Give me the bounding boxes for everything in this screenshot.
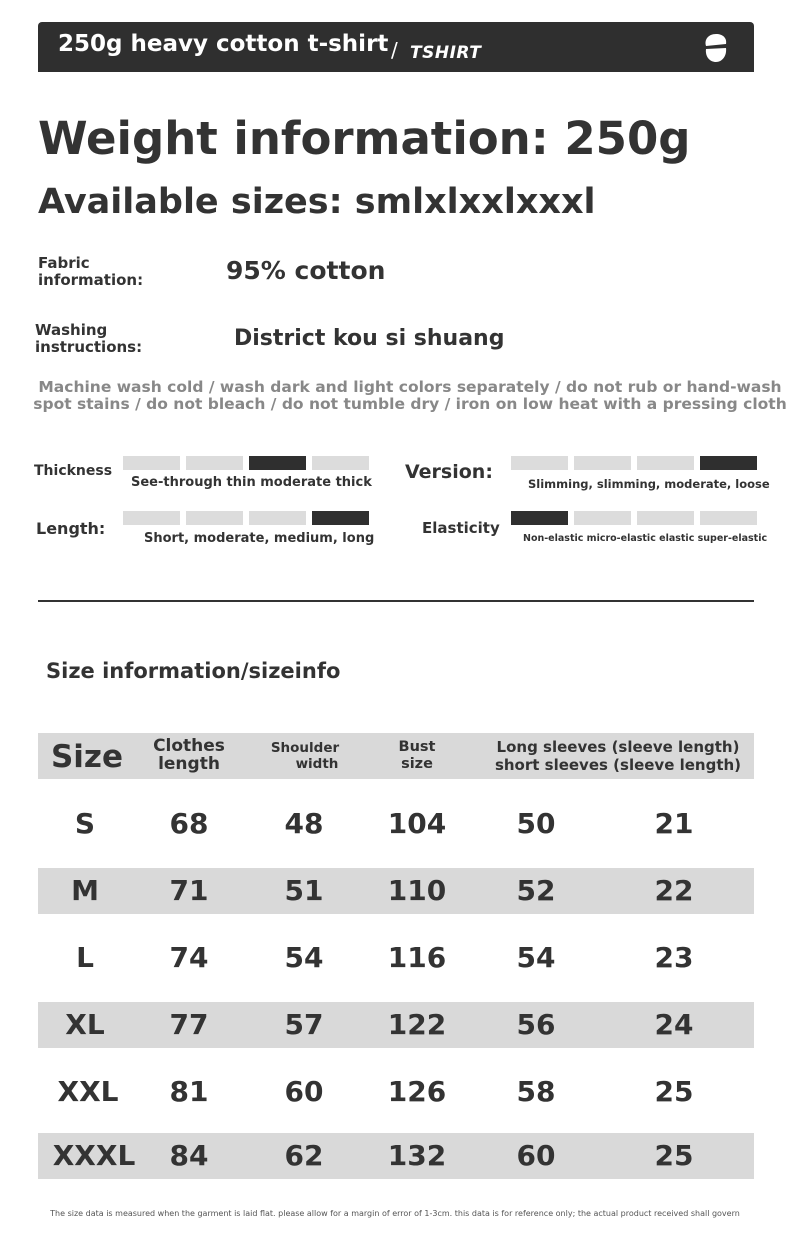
header-sleeve-length bbox=[488, 738, 748, 774]
care-instructions-line-1: Machine wash cold / wash dark and light colors separately / do not rub or hand-wash bbox=[38, 378, 782, 396]
table-row-xxl bbox=[38, 1069, 754, 1115]
elasticity-meter bbox=[511, 511, 757, 525]
version-meter-segment-4 bbox=[700, 456, 757, 470]
header-clothes-length-line-1: Clothes bbox=[153, 736, 225, 756]
cell-short-sleeve: 22 bbox=[654, 874, 694, 907]
cell-clothes-length: 81 bbox=[169, 1075, 209, 1108]
elasticity-meter-segment-2 bbox=[574, 511, 631, 525]
cell-long-sleeve: 52 bbox=[516, 874, 556, 907]
cell-long-sleeve: 58 bbox=[516, 1075, 556, 1108]
cell-long-sleeve: 54 bbox=[516, 941, 556, 974]
length-meter-segment-4 bbox=[312, 511, 369, 525]
table-row-xl bbox=[38, 1002, 754, 1048]
thickness-meter-segment-2 bbox=[186, 456, 243, 470]
cell-short-sleeve: 23 bbox=[654, 941, 694, 974]
cell-short-sleeve: 25 bbox=[654, 1075, 694, 1108]
cell-shoulder-width: 51 bbox=[284, 874, 324, 907]
cell-size: XL bbox=[65, 1008, 105, 1041]
thickness-caption: See-through thin moderate thick bbox=[131, 475, 372, 490]
cell-shoulder-width: 62 bbox=[284, 1139, 324, 1172]
cell-bust-size: 116 bbox=[387, 941, 447, 974]
cell-bust-size: 122 bbox=[387, 1008, 447, 1041]
thickness-label: Thickness bbox=[34, 463, 113, 479]
version-label: Version: bbox=[405, 461, 493, 483]
header-shoulder-width-line-2: width bbox=[295, 756, 339, 772]
header-title: 250g heavy cotton t-shirt bbox=[58, 31, 389, 57]
available-sizes: Available sizes: smlxlxxlxxxl bbox=[38, 182, 596, 222]
elasticity-label: Elasticity bbox=[422, 519, 500, 537]
section-divider bbox=[38, 600, 754, 602]
header-bust-size-line-2: size bbox=[401, 756, 433, 772]
version-meter-segment-1 bbox=[511, 456, 568, 470]
length-meter bbox=[123, 511, 369, 525]
size-table-header bbox=[38, 733, 754, 779]
care-instructions-line-2: spot stains / do not bleach / do not tumble dry / iron on low heat with a pressing cloth bbox=[33, 395, 787, 413]
brand-logo-icon bbox=[702, 32, 730, 64]
cell-bust-size: 126 bbox=[387, 1075, 447, 1108]
cell-shoulder-width: 57 bbox=[284, 1008, 324, 1041]
elasticity-meter-segment-4 bbox=[700, 511, 757, 525]
elasticity-meter-segment-1 bbox=[511, 511, 568, 525]
length-meter-segment-2 bbox=[186, 511, 243, 525]
version-meter-segment-2 bbox=[574, 456, 631, 470]
header-sleeve-length-line-1: Long sleeves (sleeve length) bbox=[496, 738, 740, 756]
cell-short-sleeve: 24 bbox=[654, 1008, 694, 1041]
cell-long-sleeve: 56 bbox=[516, 1008, 556, 1041]
cell-size: S bbox=[74, 807, 96, 840]
fabric-value: 95% cotton bbox=[226, 256, 386, 285]
cell-size: XXXL bbox=[52, 1139, 136, 1172]
cell-clothes-length: 68 bbox=[169, 807, 209, 840]
header-bar bbox=[38, 22, 754, 72]
length-caption: Short, moderate, medium, long bbox=[144, 531, 375, 546]
cell-size: XXL bbox=[57, 1075, 119, 1108]
cell-clothes-length: 84 bbox=[169, 1139, 209, 1172]
weight-information: Weight information: 250g bbox=[38, 112, 691, 165]
fabric-label: Fabric information: bbox=[38, 254, 144, 289]
table-row-l bbox=[38, 935, 754, 981]
cell-clothes-length: 74 bbox=[169, 941, 209, 974]
table-row-m bbox=[38, 868, 754, 914]
header-size: Size bbox=[50, 739, 124, 775]
thickness-meter-segment-1 bbox=[123, 456, 180, 470]
cell-long-sleeve: 60 bbox=[516, 1139, 556, 1172]
header-sleeve-length-line-2: short sleeves (sleeve length) bbox=[494, 756, 742, 774]
size-info-title: Size information/sizeinfo bbox=[46, 659, 341, 683]
cell-bust-size: 110 bbox=[387, 874, 447, 907]
header-shoulder-width bbox=[260, 740, 350, 772]
header-bust-size-line-1: Bust bbox=[398, 739, 436, 755]
cell-bust-size: 132 bbox=[387, 1139, 447, 1172]
table-row-s bbox=[38, 801, 754, 847]
cell-bust-size: 104 bbox=[387, 807, 447, 840]
cell-shoulder-width: 54 bbox=[284, 941, 324, 974]
length-meter-segment-3 bbox=[249, 511, 306, 525]
cell-clothes-length: 77 bbox=[169, 1008, 209, 1041]
header-tag: TSHIRT bbox=[410, 43, 482, 63]
washing-label: Washing instructions: bbox=[35, 321, 143, 356]
cell-short-sleeve: 21 bbox=[654, 807, 694, 840]
washing-value: District kou si shuang bbox=[234, 326, 505, 351]
header-slash: / bbox=[391, 38, 398, 62]
thickness-meter-segment-4 bbox=[312, 456, 369, 470]
version-meter bbox=[511, 456, 757, 470]
header-clothes-length-line-2: length bbox=[158, 754, 220, 774]
cell-short-sleeve: 25 bbox=[654, 1139, 694, 1172]
table-row-xxxl bbox=[38, 1133, 754, 1179]
size-footnote: The size data is measured when the garment is laid flat. please allow for a margin of error of 1-3cm. this data is for reference only; the actual product received shall govern bbox=[50, 1209, 740, 1218]
header-clothes-length bbox=[144, 737, 234, 773]
elasticity-meter-segment-3 bbox=[637, 511, 694, 525]
cell-shoulder-width: 48 bbox=[284, 807, 324, 840]
version-meter-segment-3 bbox=[637, 456, 694, 470]
cell-clothes-length: 71 bbox=[169, 874, 209, 907]
header-shoulder-width-line-1: Shoulder bbox=[270, 740, 340, 756]
thickness-meter-segment-3 bbox=[249, 456, 306, 470]
length-label: Length: bbox=[36, 519, 106, 538]
cell-long-sleeve: 50 bbox=[516, 807, 556, 840]
header-bust-size bbox=[380, 739, 454, 773]
cell-size: M bbox=[71, 874, 99, 907]
thickness-meter bbox=[123, 456, 369, 470]
cell-size: L bbox=[76, 941, 94, 974]
length-meter-segment-1 bbox=[123, 511, 180, 525]
cell-shoulder-width: 60 bbox=[284, 1075, 324, 1108]
version-caption: Slimming, slimming, moderate, loose bbox=[528, 477, 770, 491]
elasticity-caption: Non-elastic micro-elastic elastic super-elastic bbox=[523, 533, 768, 544]
